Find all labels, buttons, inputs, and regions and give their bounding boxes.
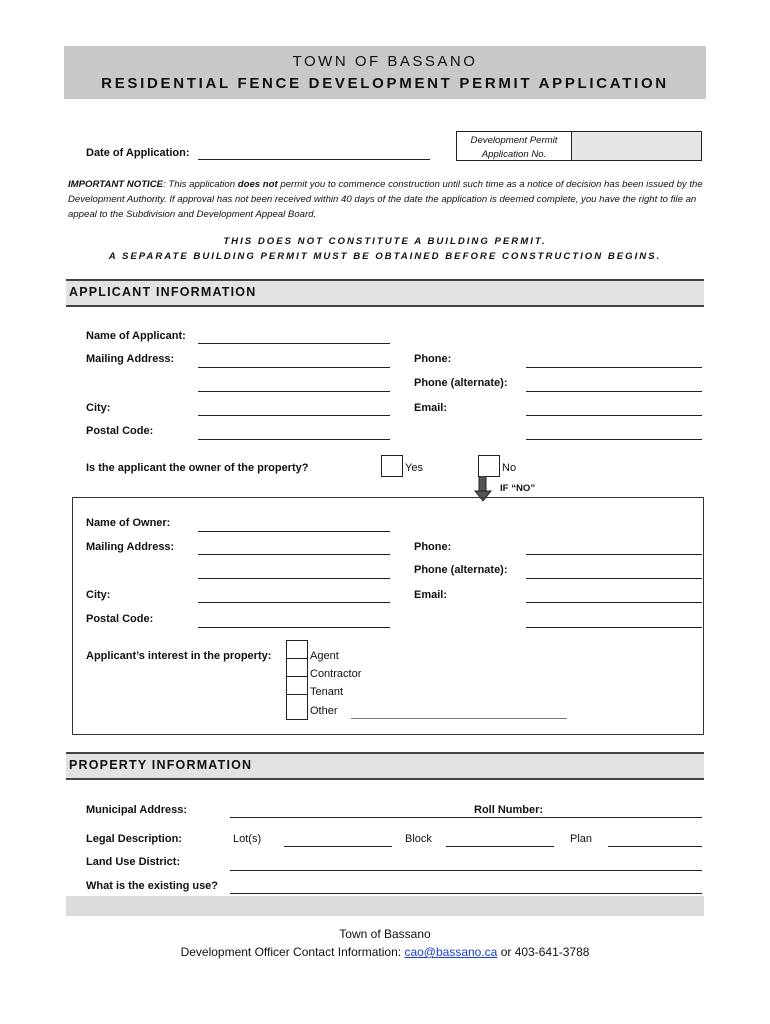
applicant-phone-label: Phone: <box>414 353 452 365</box>
interest-other-field[interactable] <box>351 718 567 719</box>
interest-tenant-label: Tenant <box>310 686 344 698</box>
applicant-city-label: City: <box>86 402 111 414</box>
applicant-extra-field[interactable] <box>526 439 702 440</box>
property-section-title: PROPERTY INFORMATION <box>69 758 253 772</box>
owner-phone-alt-label: Phone (alternate): <box>414 564 508 576</box>
block-label: Block <box>405 833 432 845</box>
footer-contact <box>0 945 770 959</box>
applicant-section-header <box>66 279 704 307</box>
existing-use-label: What is the existing use? <box>86 880 219 892</box>
owner-city-label: City: <box>86 589 111 601</box>
permit-number-label-line2: Application No. <box>481 149 547 160</box>
municipal-address-label: Municipal Address: <box>86 804 188 816</box>
interest-other-label: Other <box>310 705 338 717</box>
existing-use-field[interactable] <box>230 893 702 894</box>
applicant-mailing-field-1[interactable] <box>198 367 390 368</box>
owner-yes-label: Yes <box>405 462 423 474</box>
applicant-postal-label: Postal Code: <box>86 425 154 437</box>
applicant-mailing-label: Mailing Address: <box>86 353 175 365</box>
owner-question: Is the applicant the owner of the property? <box>86 462 309 474</box>
notice-bold: does not <box>237 179 278 190</box>
owner-no-label: No <box>502 462 517 474</box>
owner-phone-label: Phone: <box>414 541 452 553</box>
owner-yes-checkbox[interactable] <box>381 455 403 477</box>
permit-number-label-line1: Development Permit <box>470 135 558 146</box>
owner-email-label: Email: <box>414 589 448 601</box>
applicant-name-label: Name of Applicant: <box>86 330 186 342</box>
permit-number-label-box <box>456 131 572 161</box>
interest-tenant-checkbox[interactable] <box>286 676 308 695</box>
footer-contact-middle: or <box>497 945 515 959</box>
block-field[interactable] <box>446 846 554 847</box>
plan-label: Plan <box>570 833 593 845</box>
footer-town: Town of Bassano <box>339 927 431 941</box>
applicant-email-label: Email: <box>414 402 448 414</box>
important-notice <box>68 177 708 222</box>
building-permit-warning-1: THIS DOES NOT CONSTITUTE A BUILDING PERMIT. <box>223 236 547 247</box>
interest-label: Applicant’s interest in the property: <box>86 650 272 662</box>
footer-contact-prefix: Development Officer Contact Information: <box>180 945 405 959</box>
property-section-header <box>66 752 704 780</box>
interest-contractor-label: Contractor <box>310 668 362 680</box>
owner-postal-label: Postal Code: <box>86 613 154 625</box>
contact-phone: 403-641-3788 <box>514 945 590 959</box>
owner-no-checkbox[interactable] <box>478 455 500 477</box>
applicant-phone-alt-label: Phone (alternate): <box>414 377 508 389</box>
applicant-city-field[interactable] <box>198 415 390 416</box>
date-of-application-field[interactable] <box>198 159 430 160</box>
applicant-phone-field[interactable] <box>526 367 702 368</box>
building-permit-warning-2: A SEPARATE BUILDING PERMIT MUST BE OBTAINED BEFORE CONSTRUCTION BEGINS. <box>108 251 662 262</box>
owner-city-field[interactable] <box>198 602 390 603</box>
permit-number-field[interactable] <box>571 131 702 161</box>
owner-name-field[interactable] <box>198 531 390 532</box>
interest-contractor-checkbox[interactable] <box>286 658 308 677</box>
notice-prefix: IMPORTANT NOTICE <box>68 179 164 190</box>
owner-mailing-label: Mailing Address: <box>86 541 175 553</box>
footer-band <box>66 896 704 916</box>
applicant-postal-field[interactable] <box>198 439 390 440</box>
roll-number-label: Roll Number: <box>474 804 544 816</box>
municipal-address-field[interactable] <box>230 817 702 818</box>
applicant-mailing-field-2[interactable] <box>198 391 390 392</box>
owner-mailing-field-2[interactable] <box>198 578 390 579</box>
contact-email-link[interactable]: cao@bassano.ca <box>404 945 498 959</box>
applicant-email-field[interactable] <box>526 415 702 416</box>
interest-agent-label: Agent <box>310 650 339 662</box>
if-no-label: IF “NO” <box>500 483 536 494</box>
form-title: RESIDENTIAL FENCE DEVELOPMENT PERMIT APPLICATION <box>101 75 669 92</box>
town-title: TOWN OF BASSANO <box>292 53 478 70</box>
applicant-phone-alt-field[interactable] <box>526 391 702 392</box>
notice-text-1: : This application <box>163 179 238 190</box>
land-use-district-label: Land Use District: <box>86 856 181 868</box>
owner-phone-field[interactable] <box>526 554 702 555</box>
applicant-name-field[interactable] <box>198 343 390 344</box>
owner-email-field[interactable] <box>526 602 702 603</box>
owner-postal-field[interactable] <box>198 627 390 628</box>
owner-phone-alt-field[interactable] <box>526 578 702 579</box>
interest-agent-checkbox[interactable] <box>286 640 308 659</box>
legal-description-label: Legal Description: <box>86 833 182 845</box>
lot-label: Lot(s) <box>233 833 262 845</box>
interest-other-checkbox[interactable] <box>286 694 308 720</box>
land-use-district-field[interactable] <box>230 870 702 871</box>
owner-information-box <box>72 497 704 735</box>
lot-field[interactable] <box>284 846 392 847</box>
notice-text-2: permit you to commence construction until such time as a notice of decision has been issued by the Development Authority. If approval has not been received within 40 days of the date the application is deemed complete, you have the right to file an appeal to the Subdivision and Development Appeal Board. <box>68 179 703 220</box>
owner-extra-field[interactable] <box>526 627 702 628</box>
date-of-application-label: Date of Application: <box>86 147 190 159</box>
applicant-section-title: APPLICANT INFORMATION <box>69 285 257 299</box>
owner-name-label: Name of Owner: <box>86 517 171 529</box>
plan-field[interactable] <box>608 846 702 847</box>
owner-mailing-field-1[interactable] <box>198 554 390 555</box>
